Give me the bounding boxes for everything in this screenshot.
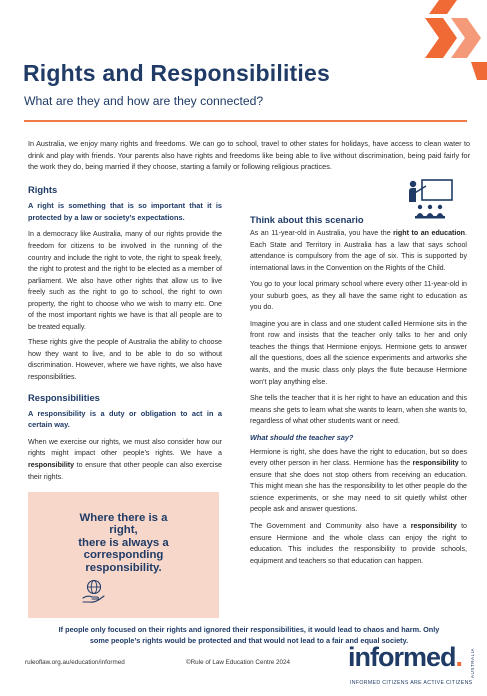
teacher-presentation-icon — [408, 178, 454, 220]
callout-box — [28, 492, 219, 618]
logo-country-label: AUSTRALIA — [470, 648, 475, 679]
scenario-heading: Think about this scenario — [250, 214, 364, 225]
conclusion-text: If people only focused on their rights and ignored their responsibilities, it would lead to chaos and harm. Only some people’s rights would be protected and that would not lead to a fair and equal society. — [58, 625, 440, 646]
informed-logo: informed. — [348, 642, 463, 672]
left-column — [28, 184, 222, 487]
footer-copyright: ©Rule of Law Education Centre 2024 — [186, 659, 291, 666]
responsibilities-definition: A responsibility is a duty or obligation to act in a certain way. — [28, 408, 222, 430]
page-title: Rights and Responsibilities — [23, 60, 330, 86]
right-column — [250, 228, 467, 572]
decorative-chevron-icon — [417, 0, 487, 80]
intro-paragraph: In Australia, we enjoy many rights and freedoms. We can go to school, travel to other states for holidays, have access to clean water to drink and play with friends. Your parents also have rights and freedoms like being able to live without discrimination, being paid fairly for the work they do, being married if they choose, starting a family or following religious practices. — [28, 139, 470, 172]
scenario-paragraph-4: She tells the teacher that it is her right to have an education and this means she gets to learn what she wants to learn, when she wants to, regardless of what other students want or need. — [250, 394, 467, 426]
responsibilities-paragraph: When we exercise our rights, we must also consider how our rights might impact other people’s rights. We have a responsibility to ensure that other people can also exercise their rights. — [28, 437, 222, 481]
title-divider — [24, 120, 467, 122]
rights-definition: A right is something that is so important that it is protected by a law or society’s expectations. — [28, 201, 222, 222]
rights-paragraph-1: In a democracy like Australia, many of our rights provide the freedom for citizens to be involved in the running of the country and include the right to vote, the right to speak freely, the right to protest and the right to be elected as a member of parliament. We also have other rights that allow us to live freely such as the right to go to school, the right to own property, the right to choose who we wish to marry etc. One of the most important rights we have is that all people are to be treated equally. — [28, 230, 222, 331]
footer-url-link[interactable]: ruleoflaw.org.au/education/informed — [25, 659, 125, 666]
scenario-paragraph-6: The Government and Community also have a responsibility to ensure Hermione and the whole class can enjoy the right to education. This includes the responsibility to provide schools, equipment and teachers so that education can happen. — [250, 522, 467, 565]
responsibilities-heading: Responsibilities — [28, 391, 100, 403]
rights-heading: Rights — [28, 184, 58, 195]
globe-in-hand-icon — [80, 577, 108, 605]
scenario-paragraph-5: Hermione is right, she does have the right to education, but so does every other person in her class. Hermione has the responsibility to ensure that she does not stop others from receiving an education. This might mean she has the responsibility to let other people do the science experiments, or she may need to sit quietly whilst other people ask and answer questions. — [250, 447, 467, 514]
scenario-question: What should the teacher say? — [250, 432, 354, 442]
scenario-paragraph-1: As an 11-year-old in Australia, you have the right to an education. Each State and Territory in Australia has a law that says school attendance is compulsory from the age of six. This is supported by international laws in the Convention on the Rights of the Child. — [250, 229, 467, 272]
rights-paragraph-2: These rights give the people of Australia the ability to choose how they want to live, and to be able to do so without discrimination. However, where we have rights, we also have responsibilities. — [28, 338, 222, 381]
page-subtitle: What are they and how are they connected? — [24, 94, 264, 108]
scenario-paragraph-3: Imagine you are in class and one student called Hermione sits in the front row and insists that the teacher only talks to her and only teaches the things that Hermione enjoys. Hermione gets to answer all the questions, does all the science experiments and artworks she wants, and the music class only plays the flute because Hermione won’t play anything else. — [250, 319, 467, 386]
callout-text: Where there is a right, there is always a corresponding responsibility. — [78, 512, 169, 574]
scenario-paragraph-2: You go to your local primary school where every other 11-year-old in your suburb goes, as they all have the same right to education as you do. — [250, 280, 467, 312]
logo-tagline: INFORMED CITIZENS ARE ACTIVE CITIZENS — [350, 680, 473, 686]
